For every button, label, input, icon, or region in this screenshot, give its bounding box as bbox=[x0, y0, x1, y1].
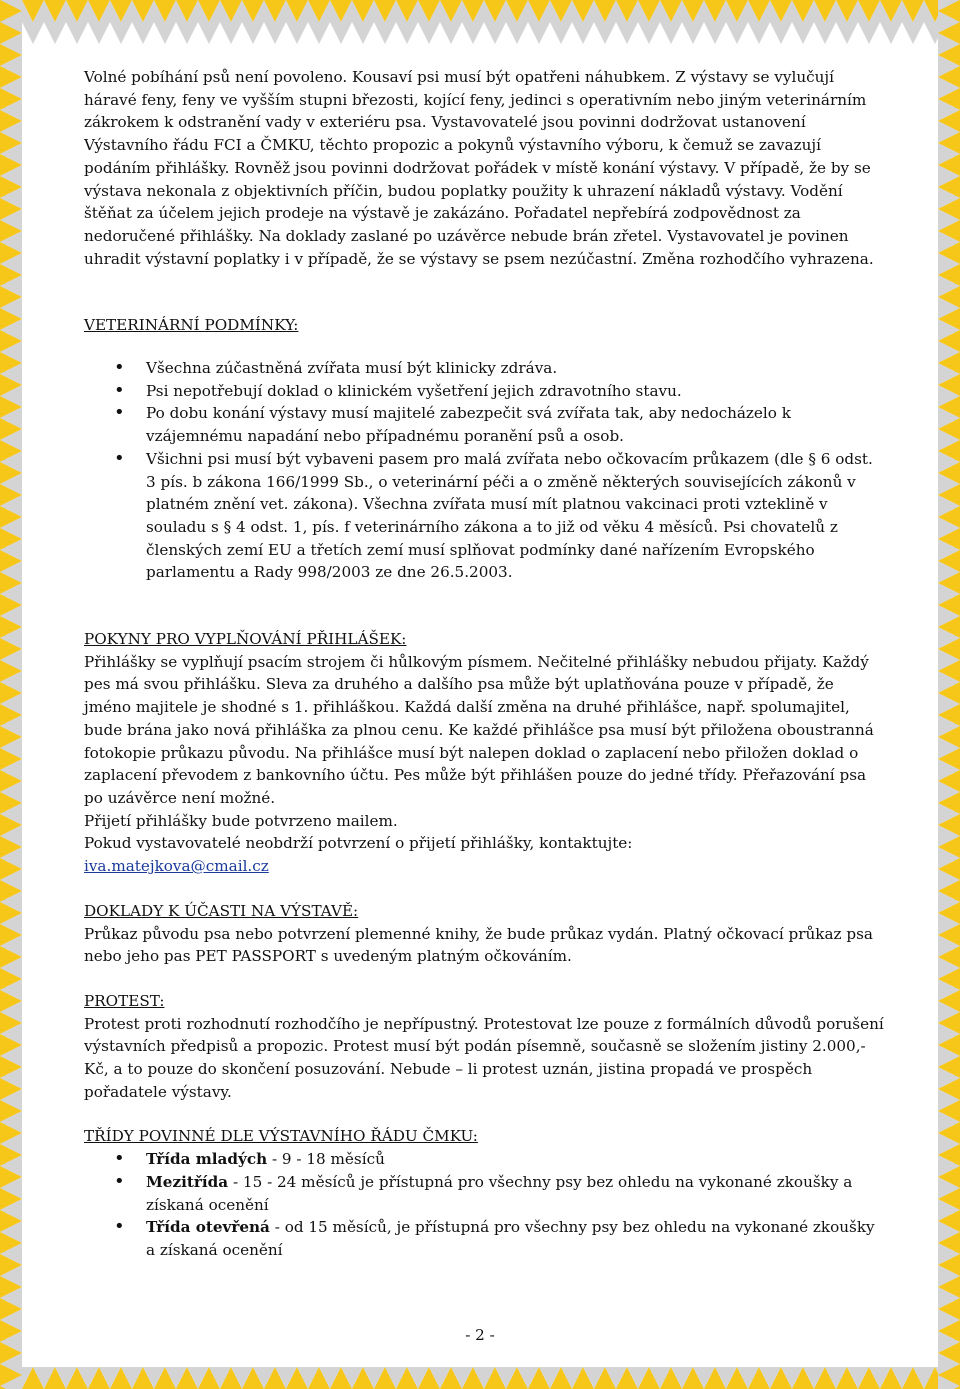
border-triangle bbox=[440, 22, 462, 44]
vet-conditions-heading: VETERINÁRNÍ PODMÍNKY: bbox=[84, 316, 299, 335]
border-triangle bbox=[462, 22, 484, 44]
border-triangle bbox=[682, 22, 704, 44]
decorative-border-left bbox=[0, 0, 32, 1389]
vet-item: • Po dobu konání výstavy musí majitelé zabezpečit svá zvířata tak, aby nedocházelo k vzájemnému napadání nebo případnému poranění psů a osob. bbox=[84, 402, 884, 447]
border-triangle bbox=[154, 22, 176, 44]
border-triangle bbox=[110, 22, 132, 44]
border-triangle bbox=[572, 22, 594, 44]
border-triangle bbox=[418, 22, 440, 44]
class-name: Třída otevřená bbox=[146, 1218, 270, 1237]
application-instructions-heading: POKYNY PRO VYPLŇOVÁNÍ PŘIHLÁŠEK: bbox=[84, 630, 407, 649]
class-name: Mezitřída bbox=[146, 1172, 229, 1191]
border-triangle bbox=[836, 22, 858, 44]
border-triangle bbox=[704, 22, 726, 44]
border-triangle bbox=[88, 22, 110, 44]
class-description: - 15 - 24 měsíců je přístupná pro všechny psy bez ohledu na vykonané zkoušky a získaná ocenění bbox=[146, 1172, 853, 1214]
border-triangle bbox=[132, 22, 154, 44]
intro-paragraph: Volné pobíhání psů není povoleno. Kousaví psi musí být opatřeni náhubkem. Z výstavy se vylučují háravé feny, feny ve vyšším stupni březosti, kojící feny, jedinci s operativním nebo jiným veterinárním zákrokem k odstranění vady v exteriéru psa. Vystavovatelé jsou povinni dodržovat ustanovení Výstavního řádu FCI a ČMKU, těchto propozic a pokynů výstavního výboru, k čemuž se zavazují podáním přihlášky. Rovněž jsou povinni dodržovat pořádek v místě konání výstavy. V případě, že by se výstava nekonala z objektivních příčin, budou poplatky použity k uhrazení nákladů výstavy. Vodění štěňat za účelem jejich prodeje na výstavě je zakázáno. Pořadatel nepřebírá zodpovědnost za nedoručené přihlášky. Na doklady zaslané po uzávěrce nebude brán zřetel. Vystavovatel je povinen uhradit výstavní poplatky i v případě, že se výstavy se psem nezúčastní. Změna rozhodčího vyhrazena. bbox=[84, 68, 874, 268]
border-triangle bbox=[902, 22, 924, 44]
contact-email-link[interactable]: iva.matejkova@cmail.cz bbox=[84, 857, 269, 876]
protest-text: Protest proti rozhodnutí rozhodčího je nepřípustný. Protestovat lze pouze z formálních důvodů porušení výstavních předpisů a propozic. Protest musí být podán písemně, současně se složením jistiny 2.000,- Kč, a to pouze do skončení posuzování. Nebude – li protest uznán, jistina propadá ve prospěch pořadatele výstavy. bbox=[84, 1014, 884, 1101]
border-triangle bbox=[352, 22, 374, 44]
vet-item: • Všichni psi musí být vybaveni pasem pro malá zvířata nebo očkovacím průkazem (dle § 6 odst. 3 pís. b zákona 166/1999 Sb., o veterinární péči a o změně některých souvisejících zákonů v platném znění vet. zákona). Všechna zvířata musí mít platnou vakcinaci proti vzteklině v souladu s § 4 odst. 1, pís. f veterinárního zákona a to již od věku 4 měsíců. Psi chovatelů z členských zemí EU a třetích zemí musí splňovat podmínky dané nařízením Evropského parlamentu a Rady 998/2003 ze dne 26.5.2003. bbox=[84, 448, 884, 584]
class-name: Třída mladých bbox=[146, 1150, 268, 1169]
border-triangle bbox=[594, 22, 616, 44]
border-triangle bbox=[660, 22, 682, 44]
border-triangle bbox=[506, 22, 528, 44]
border-triangle bbox=[858, 22, 880, 44]
border-triangle bbox=[396, 22, 418, 44]
border-triangle bbox=[220, 22, 242, 44]
border-triangle bbox=[616, 22, 638, 44]
documents-text: Průkaz původu psa nebo potvrzení plemenné knihy, že bude průkaz vydán. Platný očkovací průkaz psa nebo jeho pas PET PASSPORT s uvedeným platným očkováním. bbox=[84, 924, 873, 966]
application-instructions-text: Přihlášky se vyplňují psacím strojem či hůlkovým písmem. Nečitelné přihlášky nebudou přijaty. Každý pes má svou přihlášku. Sleva za druhého a dalšího psa může být uplatňována pouze v případě, že jméno majitele je shodné s 1. přihláškou. Každá další změna na druhé přihlášce, např. spolumajitel, bude brána jako nová přihláška za plnou cenu. Ke každé přihlášce psa musí být přiložena oboustranná fotokopie průkazu původu. Na přihlášce musí být nalepen doklad o zaplacení nebo přiložen doklad o zaplacení převodem z bankovního účtu. Pes může být přihlášen pouze do jedné třídy. Přeřazování psa po uzávěrce není možné. bbox=[84, 652, 874, 807]
border-triangle bbox=[814, 22, 836, 44]
border-triangle bbox=[484, 22, 506, 44]
vet-item: • Všechna zúčastněná zvířata musí být klinicky zdráva. bbox=[84, 357, 884, 380]
border-triangle bbox=[176, 22, 198, 44]
classes-heading: TŘÍDY POVINNÉ DLE VÝSTAVNÍHO ŘÁDU ČMKU: bbox=[84, 1127, 478, 1146]
class-item bbox=[84, 1171, 884, 1216]
decorative-border-top bbox=[0, 0, 960, 44]
class-item bbox=[84, 1216, 884, 1261]
class-description: - od 15 měsíců, je přístupná pro všechny psy bez ohledu na vykonané zkoušky a získaná ocenění bbox=[146, 1218, 875, 1259]
border-triangle bbox=[44, 22, 66, 44]
decorative-border-bottom bbox=[0, 1363, 960, 1389]
documents-heading: DOKLADY K ÚČASTI NA VÝSTAVĚ: bbox=[84, 901, 359, 920]
protest-heading: PROTEST: bbox=[84, 991, 165, 1010]
border-triangle bbox=[726, 22, 748, 44]
decorative-border-right bbox=[934, 0, 960, 1389]
border-triangle bbox=[792, 22, 814, 44]
confirmation-line: Přijetí přihlášky bude potvrzeno mailem. bbox=[84, 811, 398, 830]
page-number: - 2 - bbox=[465, 1326, 495, 1344]
border-triangle bbox=[550, 22, 572, 44]
border-triangle bbox=[880, 22, 902, 44]
border-triangle bbox=[264, 22, 286, 44]
vet-conditions-list bbox=[84, 357, 884, 584]
class-item bbox=[84, 1148, 884, 1171]
border-triangle bbox=[66, 22, 88, 44]
border-triangle bbox=[770, 22, 792, 44]
border-triangle bbox=[286, 22, 308, 44]
border-triangle bbox=[374, 22, 396, 44]
contact-line: Pokud vystavovatelé neobdrží potvrzení o přijetí přihlášky, kontaktujte: bbox=[84, 834, 633, 853]
border-triangle bbox=[330, 22, 352, 44]
vet-item: • Psi nepotřebují doklad o klinickém vyšetření jejich zdravotního stavu. bbox=[84, 380, 884, 403]
border-triangle bbox=[748, 22, 770, 44]
class-description: - 9 - 18 měsíců bbox=[267, 1150, 385, 1169]
border-triangle bbox=[638, 22, 660, 44]
classes-list bbox=[84, 1148, 884, 1262]
border-triangle bbox=[308, 22, 330, 44]
border-triangle bbox=[528, 22, 550, 44]
border-triangle bbox=[242, 22, 264, 44]
document-body bbox=[84, 66, 884, 1262]
border-triangle bbox=[198, 22, 220, 44]
